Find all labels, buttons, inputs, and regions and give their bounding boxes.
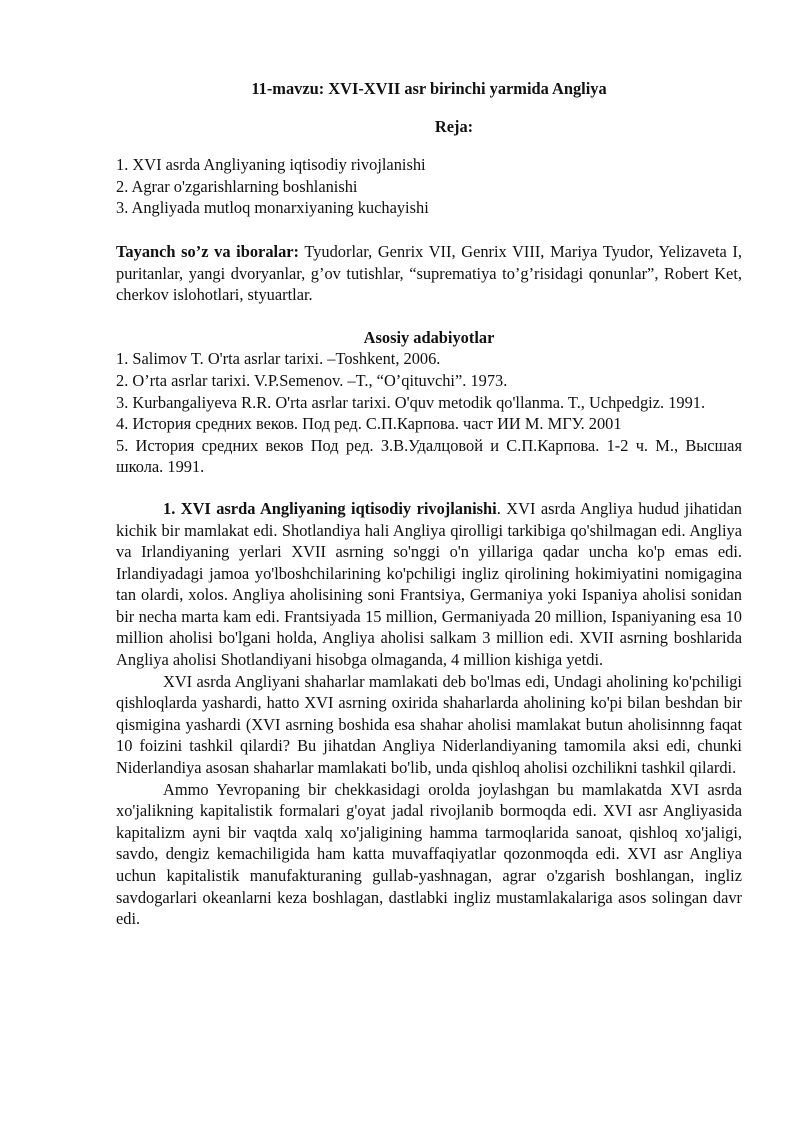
- reference-item: 1. Salimov T. O'rta asrlar tarixi. –Toshkent, 2006.: [116, 349, 441, 369]
- references-heading: Asosiy adabiyotlar: [363, 327, 495, 347]
- plan-heading: Reja:: [434, 116, 474, 136]
- references-list: [116, 348, 742, 478]
- page-title: 11-mavzu: XVI-XVII asr birinchi yarmida Angliya: [251, 79, 607, 98]
- reference-item: 3. Kurbangaliyeva R.R. O'rta asrlar tarixi. O'quv metodik qo'llanma. T., Uchpedgiz. 1991.: [116, 392, 706, 412]
- reference-item: 5. История средних веков Под ред. З.В.Удалцовой и С.П.Карпова. 1-2 ч. М., Высшая школа. 1991.: [116, 435, 742, 477]
- body-paragraph: Ammo Yevropaning bir chekkasidagi orolda joylashgan bu mamlakatda XVI asrda xo'jalikning kapitalistik formalari g'oyat jadal rivojlanib bormoqda edi. XVI asr Angliyasida kapitalizm ayni bir vaqtda xalq xo'jaligining hamma tarmoqlarida sanoat, qishloq xo'jaligi, savdo, dengiz kemachiligida ham katta muvaffaqiyatlar qozonmoqda edi. XVI asr Angliya uchun kapitalistik manufakturaning gullab-yashnagan, agrar o'zgarish boshlangan, ingliz savdogarlari okeanlarni keza boshlagan, dastlabki ingliz mustamlakalariga asos solingan davr edi.: [116, 779, 742, 929]
- plan-item: 3. Angliyada mutloq monarxiyaning kuchayishi: [116, 198, 429, 218]
- plan-item: 1. XVI asrda Angliyaning iqtisodiy rivojlanishi: [116, 155, 426, 175]
- section-body: [116, 498, 742, 930]
- keywords-text: Tyudorlar, Genrix VII, Genrix VIII, Mariya Tyudor, Yelizaveta I, puritanlar, yangi dvoryanlar, g’ov tutishlar, “suprematiya to’g’risidagi qonunlar”, Robert Ket, cherkov islohotlari, styuartlar.: [116, 241, 742, 305]
- section-heading: 1. XVI asrda Angliyaning iqtisodiy rivojlanishi: [163, 498, 497, 518]
- plan-item: 2. Agrar o'zgarishlarning boshlanishi: [116, 176, 358, 196]
- reference-item: 2. O’rta asrlar tarixi. V.P.Semenov. –T., “O’qituvchi”. 1973.: [116, 370, 508, 390]
- document-page: [116, 62, 742, 930]
- reference-item: 4. История средних веков. Под ред. С.П.Карпова. част ИИ М. МГУ. 2001: [116, 414, 622, 434]
- keywords-label: Tayanch so’z va iboralar:: [116, 241, 299, 261]
- body-paragraph: XVI asrda Angliyani shaharlar mamlakati deb bo'lmas edi, Undagi aholining ko'pchiligi qishloqlarda yashardi, hatto XVI asrning oxirida shaharlarda aholining ko'pi bilan beshdan bir qismigina yashardi (XVI asrning boshida esa shahar aholisi mamlakat butun aholisinnng faqat 10 foizini tashkil qilardi? Bu jihatdan Angliya Niderlandiyaning tamomila aksi edi, chunki Niderlandiya asosan shaharlar mamlakati bo'lib, unda qishloq aholisi ozchilikni tashkil qilardi.: [116, 671, 742, 778]
- keywords-paragraph: [116, 241, 742, 306]
- paragraph-text: . XVI asrda Angliya hudud jihatidan kichik bir mamlakat edi. Shotlandiya hali Angliya qirolligi tarkibiga qo'shilmagan edi. Angliya va Irlandiyaning yerlari XVII asrning so'nggi o'n yillariga qadar uncha ko'p emas edi. Irlandiyadagi jamoa yo'lboshchilarining ko'pchiligi ingliz qirolining hokimiyatini nomigagina tan olardi, xolos. Angliya aholisining soni Frantsiya, Germaniya yoki Ispaniya aholisi sonidan bir necha marta kam edi. Frantsiyada 15 million, Germaniyada 20 million, Ispaniyaning esa 10 million aholisi bo'lgani holda, Angliya aholisi salkam 3 million edi. XVII asrning boshlarida Angliya aholisi Shotlandiyani hisobga olmaganda, 4 million kishiga yetdi.: [116, 498, 743, 670]
- plan-list: [116, 154, 742, 219]
- body-paragraph: [116, 498, 742, 671]
